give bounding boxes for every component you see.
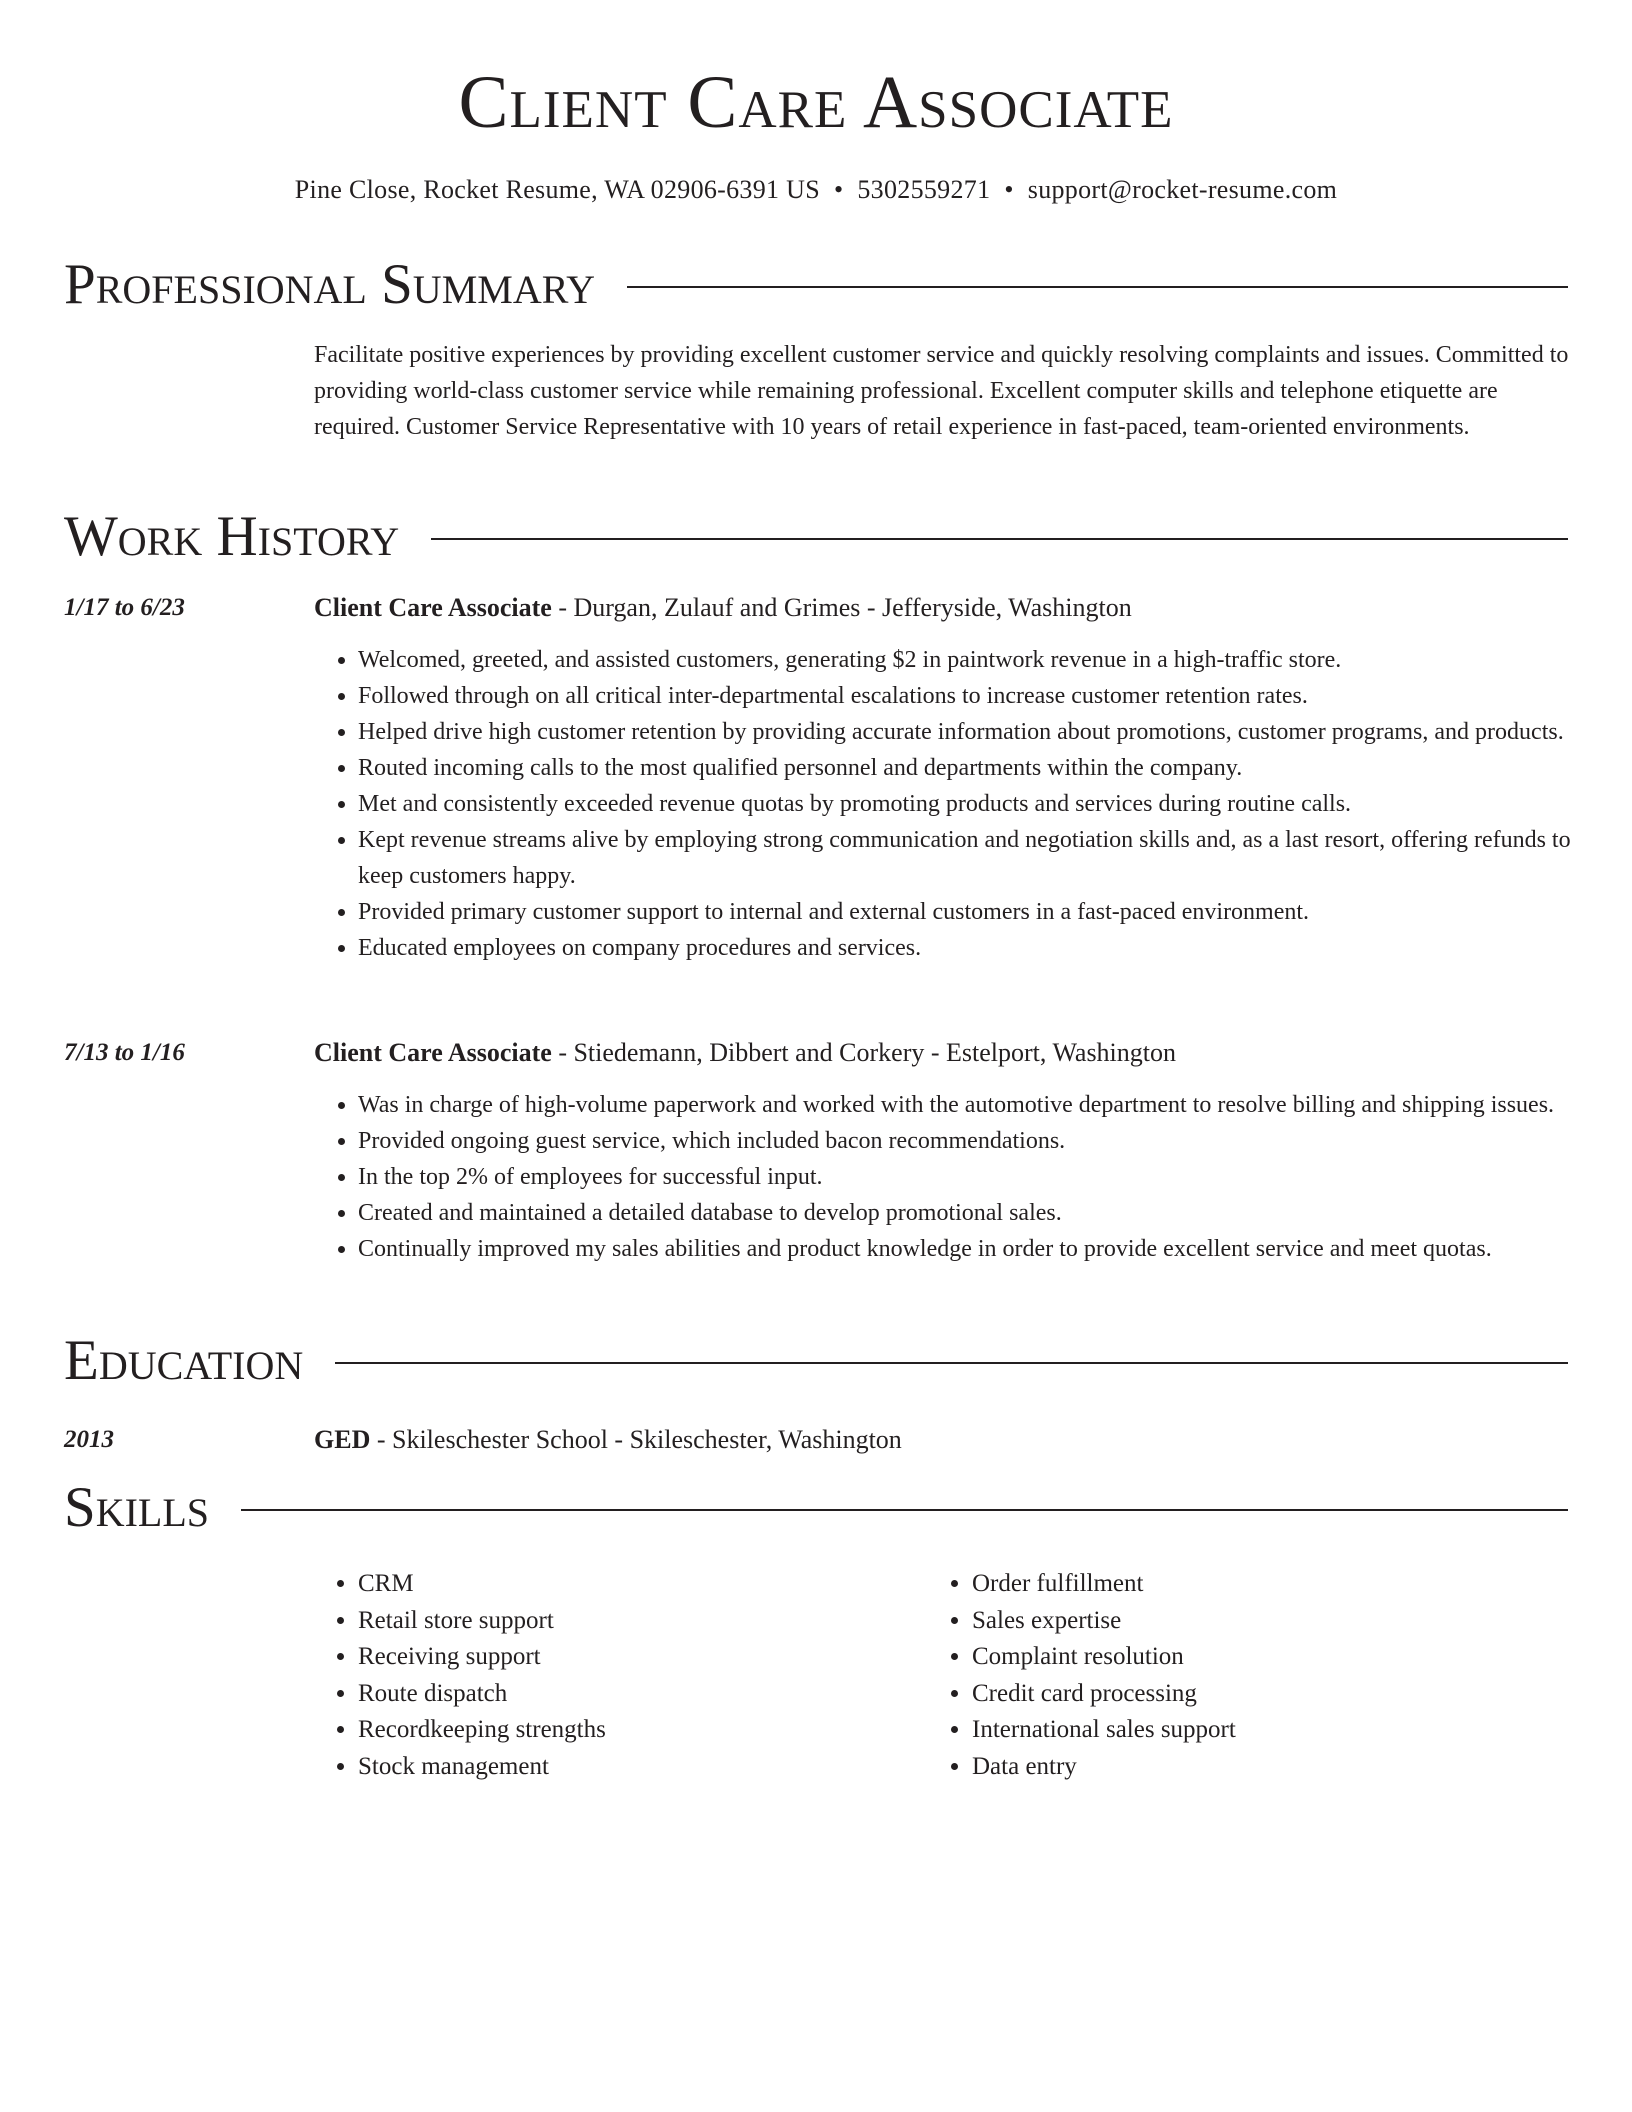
list-item: • Met and consistently exceeded revenue quotas by promoting products and services during routine calls.	[358, 786, 1614, 822]
work-section-header	[64, 504, 1568, 570]
list-item: • Provided primary customer support to internal and external customers in a fast-paced environment.	[358, 894, 1614, 930]
list-item: • Kept revenue streams alive by employing strong communication and negotiation skills and, as a last resort, offering refunds to keep customers happy.	[358, 822, 1614, 894]
summary-text: Facilitate positive experiences by providing excellent customer service and quickly resolving complaints and issues. Committed to providing world-class customer service while remaining professional. Excellent computer skills and telephone etiquette are required. Customer Service Representative with 10 years of retail experience in fast-paced, team-oriented environments.	[314, 342, 1569, 440]
contact-separator: •	[1004, 175, 1014, 204]
list-item: • Was in charge of high-volume paperwork and worked with the automotive department to resolve billing and shipping issues.	[358, 1087, 1614, 1123]
education-year: 2013	[64, 1426, 114, 1453]
job-employer: - Stiedemann, Dibbert and Corkery - Estelport, Washington	[551, 1038, 1177, 1067]
skill-item: • Retail store support	[358, 1603, 918, 1640]
section-divider	[241, 1509, 1568, 1511]
list-item: • In the top 2% of employees for successful input.	[358, 1159, 1614, 1195]
education-heading	[314, 1422, 902, 1458]
education-section-header	[64, 1328, 1568, 1394]
contact-line	[0, 172, 1632, 208]
skill-item: • Order fulfillment	[972, 1566, 1572, 1603]
skill-item: • Sales expertise	[972, 1603, 1572, 1640]
summary-section-header	[64, 252, 1568, 318]
skill-item: • Data entry	[972, 1749, 1572, 1786]
list-item: • Created and maintained a detailed database to develop promotional sales.	[358, 1195, 1614, 1231]
list-item: • Helped drive high customer retention by providing accurate information about promotions, customer programs, and products.	[358, 714, 1614, 750]
job-bullets	[314, 642, 1614, 966]
job-title: Client Care Associate	[314, 1038, 552, 1067]
job-dates: 1/17 to 6/23	[64, 594, 185, 621]
list-item: • Followed through on all critical inter-departmental escalations to increase customer retention rates.	[358, 678, 1614, 714]
section-divider	[431, 538, 1568, 540]
section-divider	[627, 286, 1568, 288]
skill-item: • Recordkeeping strengths	[358, 1712, 918, 1749]
skills-list-left	[314, 1566, 918, 1785]
job-dates: 7/13 to 1/16	[64, 1039, 185, 1066]
list-item: • Routed incoming calls to the most qualified personnel and departments within the company.	[358, 750, 1614, 786]
section-title-skills: Skills	[64, 1476, 210, 1539]
contact-email: support@rocket-resume.com	[1027, 175, 1338, 204]
education-school: - Skileschester School - Skileschester, Washington	[370, 1425, 902, 1454]
list-item: • Educated employees on company procedures and services.	[358, 930, 1614, 966]
contact-address: Pine Close, Rocket Resume, WA 02906-6391 US	[294, 175, 820, 204]
list-item: • Continually improved my sales abilities and product knowledge in order to provide excellent service and meet quotas.	[358, 1231, 1614, 1267]
skill-item: • Complaint resolution	[972, 1639, 1572, 1676]
section-title-summary: Professional Summary	[64, 253, 596, 316]
education-degree: GED	[314, 1425, 371, 1454]
section-divider	[335, 1362, 1568, 1364]
job-title: Client Care Associate	[314, 593, 552, 622]
job-bullets	[314, 1087, 1614, 1267]
skill-item: • Stock management	[358, 1749, 918, 1786]
section-title-work: Work History	[64, 505, 400, 568]
contact-phone: 5302559271	[857, 175, 991, 204]
skills-list-right	[928, 1566, 1572, 1785]
list-item: • Welcomed, greeted, and assisted customers, generating $2 in paintwork revenue in a high-traffic store.	[358, 642, 1614, 678]
job-employer: - Durgan, Zulauf and Grimes - Jefferyside, Washington	[551, 593, 1132, 622]
skill-item: • International sales support	[972, 1712, 1572, 1749]
job-heading	[314, 590, 1132, 626]
skill-item: • Route dispatch	[358, 1676, 918, 1713]
job-heading	[314, 1035, 1176, 1071]
contact-separator: •	[833, 175, 844, 204]
section-title-education: Education	[64, 1329, 304, 1392]
skill-item: • Credit card processing	[972, 1676, 1572, 1713]
skills-section-header	[64, 1475, 1568, 1541]
list-item: • Provided ongoing guest service, which included bacon recommendations.	[358, 1123, 1614, 1159]
resume-name: Client Care Associate	[458, 61, 1174, 144]
skill-item: • Receiving support	[358, 1639, 918, 1676]
skill-item: • CRM	[358, 1566, 918, 1603]
